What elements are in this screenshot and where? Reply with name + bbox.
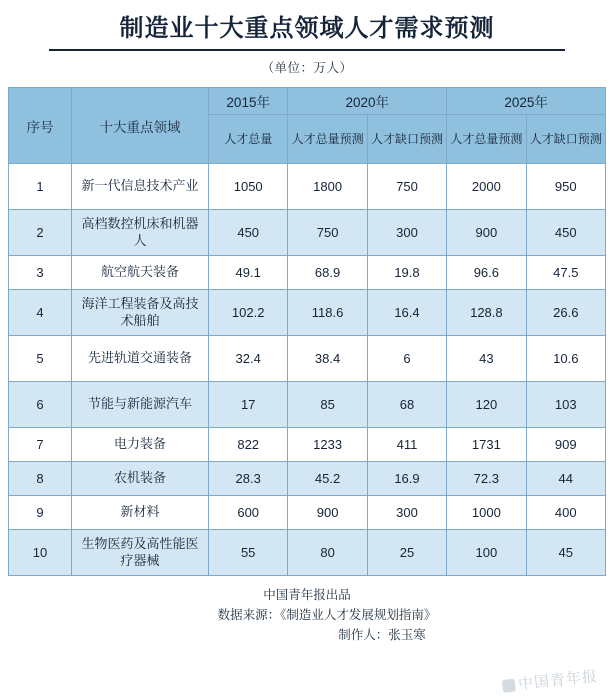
cell-2020-gap: 16.4 [367, 290, 446, 336]
cell-field: 海洋工程装备及高技术船舶 [72, 290, 209, 336]
column-header-field: 十大重点领域 [72, 88, 209, 164]
column-header-year-2025: 2025年 [447, 88, 606, 115]
cell-field: 航空航天装备 [72, 256, 209, 290]
cell-2025-total: 43 [447, 336, 526, 382]
cell-2025-gap: 10.6 [526, 336, 605, 382]
cell-2015-total: 49.1 [209, 256, 288, 290]
cell-field: 新一代信息技术产业 [72, 164, 209, 210]
page-subtitle: （单位：万人） [261, 61, 353, 75]
cell-2015-total: 55 [209, 530, 288, 576]
footer-publisher: 中国青年报出品 [263, 588, 351, 602]
table-row [9, 496, 606, 530]
cell-2015-total: 32.4 [209, 336, 288, 382]
watermark [501, 665, 599, 696]
table-row [9, 164, 606, 210]
cell-2020-gap: 300 [367, 496, 446, 530]
cell-2025-gap: 909 [526, 428, 605, 462]
cell-seq: 2 [9, 210, 72, 256]
cell-seq: 10 [9, 530, 72, 576]
cell-2025-total: 900 [447, 210, 526, 256]
cell-2025-gap: 26.6 [526, 290, 605, 336]
footer-author: 制作人：张玉寒 [338, 628, 426, 642]
column-subheader-2020-gap: 人才缺口预测 [367, 115, 446, 164]
table-row [9, 290, 606, 336]
cell-2020-total: 1233 [288, 428, 367, 462]
table-head [9, 88, 606, 164]
cell-2025-total: 1731 [447, 428, 526, 462]
cell-seq: 5 [9, 336, 72, 382]
cell-2020-total: 85 [288, 382, 367, 428]
watermark-text: 中国青年报 [517, 668, 599, 694]
cell-2020-total: 80 [288, 530, 367, 576]
cell-2020-gap: 68 [367, 382, 446, 428]
cell-2015-total: 600 [209, 496, 288, 530]
cell-field: 节能与新能源汽车 [72, 382, 209, 428]
cell-2020-gap: 19.8 [367, 256, 446, 290]
title-block [8, 0, 606, 76]
cell-2015-total: 822 [209, 428, 288, 462]
cell-2020-total: 900 [288, 496, 367, 530]
cell-2025-gap: 45 [526, 530, 605, 576]
cell-2020-total: 38.4 [288, 336, 367, 382]
column-header-year-2020: 2020年 [288, 88, 447, 115]
cell-2025-total: 96.6 [447, 256, 526, 290]
cell-2015-total: 1050 [209, 164, 288, 210]
table-row [9, 336, 606, 382]
cell-2020-gap: 411 [367, 428, 446, 462]
cell-2020-total: 1800 [288, 164, 367, 210]
cell-field: 生物医药及高性能医疗器械 [72, 530, 209, 576]
table-row [9, 428, 606, 462]
cell-2025-gap: 400 [526, 496, 605, 530]
column-subheader-2025-total: 人才总量预测 [447, 115, 526, 164]
cell-2025-gap: 44 [526, 462, 605, 496]
cell-seq: 8 [9, 462, 72, 496]
cell-2020-total: 68.9 [288, 256, 367, 290]
cell-2025-gap: 950 [526, 164, 605, 210]
cell-field: 电力装备 [72, 428, 209, 462]
talent-demand-table [8, 87, 606, 576]
cell-2025-total: 72.3 [447, 462, 526, 496]
cell-2025-total: 128.8 [447, 290, 526, 336]
cell-seq: 6 [9, 382, 72, 428]
table-row [9, 382, 606, 428]
cell-2020-gap: 6 [367, 336, 446, 382]
cell-2020-total: 45.2 [288, 462, 367, 496]
title-underline [49, 49, 565, 51]
cell-2015-total: 17 [209, 382, 288, 428]
cell-field: 新材料 [72, 496, 209, 530]
cell-2025-total: 100 [447, 530, 526, 576]
cell-field: 农机装备 [72, 462, 209, 496]
page-title: 制造业十大重点领域人才需求预测 [119, 15, 495, 42]
cell-seq: 4 [9, 290, 72, 336]
table-row [9, 256, 606, 290]
column-header-seq: 序号 [9, 88, 72, 164]
cell-seq: 3 [9, 256, 72, 290]
column-subheader-2020-total: 人才总量预测 [288, 115, 367, 164]
cell-2025-gap: 47.5 [526, 256, 605, 290]
footer-source: 数据来源：《制造业人才发展规划指南》 [217, 608, 437, 622]
watermark-badge-icon [502, 679, 516, 693]
cell-2015-total: 28.3 [209, 462, 288, 496]
cell-2020-total: 118.6 [288, 290, 367, 336]
cell-2020-gap: 25 [367, 530, 446, 576]
cell-2025-total: 1000 [447, 496, 526, 530]
cell-2015-total: 102.2 [209, 290, 288, 336]
cell-field: 先进轨道交通装备 [72, 336, 209, 382]
cell-2025-gap: 103 [526, 382, 605, 428]
footer-block [8, 585, 606, 645]
cell-2015-total: 450 [209, 210, 288, 256]
cell-seq: 7 [9, 428, 72, 462]
cell-2025-total: 2000 [447, 164, 526, 210]
cell-field: 高档数控机床和机器人 [72, 210, 209, 256]
table-body [9, 164, 606, 576]
table-head-row-1 [9, 88, 606, 115]
cell-2025-total: 120 [447, 382, 526, 428]
column-header-year-2015: 2015年 [209, 88, 288, 115]
cell-2020-total: 750 [288, 210, 367, 256]
table-row [9, 462, 606, 496]
cell-seq: 9 [9, 496, 72, 530]
cell-2020-gap: 16.9 [367, 462, 446, 496]
cell-seq: 1 [9, 164, 72, 210]
table-row [9, 210, 606, 256]
cell-2020-gap: 300 [367, 210, 446, 256]
column-subheader-2025-gap: 人才缺口预测 [526, 115, 605, 164]
column-subheader-2015-total: 人才总量 [209, 115, 288, 164]
table-row [9, 530, 606, 576]
cell-2025-gap: 450 [526, 210, 605, 256]
cell-2020-gap: 750 [367, 164, 446, 210]
